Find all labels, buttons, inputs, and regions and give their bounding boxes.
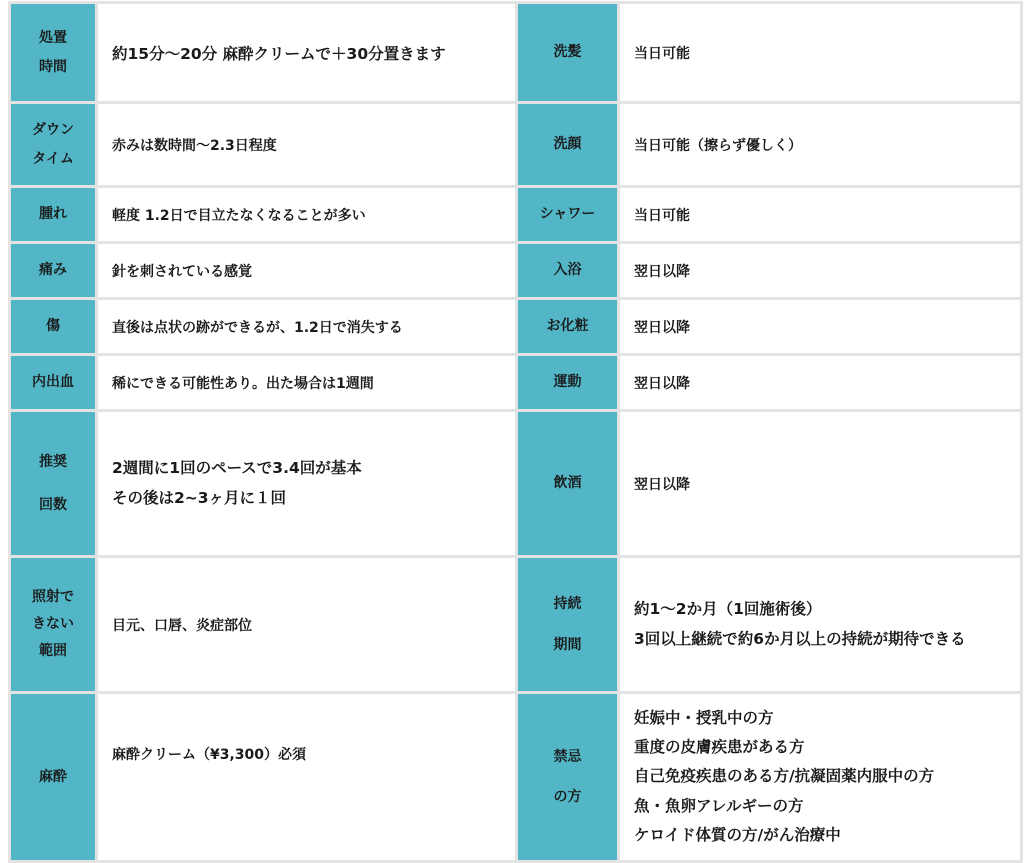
table-row [10, 693, 1022, 862]
value-cell-swelling [97, 187, 517, 243]
value-text: 当日可能 [634, 207, 690, 224]
treatment-info-table [8, 1, 1023, 863]
label-text: 持続 [553, 596, 582, 613]
value-cell-bath [619, 243, 1022, 299]
label-text: 処置 [39, 29, 67, 46]
value-text: 妊娠中・授乳中の方 [634, 709, 774, 728]
value-text: 稀にできる可能性あり。出た場合は1週間 [112, 375, 374, 392]
value-text: 翌日以降 [634, 375, 690, 392]
value-cell-excluded-area [97, 557, 517, 693]
label-cell-swelling [10, 187, 97, 243]
label-text: 期間 [553, 636, 582, 653]
label-text: 回数 [39, 496, 67, 513]
table-row [10, 411, 1022, 557]
value-cell-recommended-count [97, 411, 517, 557]
label-text: 飲酒 [553, 475, 582, 492]
label-cell-treatment-time [10, 3, 97, 103]
value-cell-anesthesia [97, 693, 517, 862]
value-text: 魚・魚卵アレルギーの方 [634, 796, 804, 815]
label-text: 麻酔 [39, 768, 67, 785]
value-text: 翌日以降 [634, 319, 690, 336]
label-cell-duration [517, 557, 619, 693]
value-text: 目元、口唇、炎症部位 [112, 617, 252, 634]
value-cell-makeup [619, 299, 1022, 355]
value-cell-hair-wash [619, 3, 1022, 103]
value-text: ケロイド体質の方/がん治療中 [634, 825, 841, 844]
value-text: 赤みは数時間〜2.3日程度 [112, 137, 277, 154]
value-text: 麻酔クリーム（¥3,300）必須 [112, 747, 307, 763]
value-text: 自己免疫疾患のある方/抗凝固薬内服中の方 [634, 767, 935, 786]
value-text: 約15分〜20分 麻酔クリームで＋30分置きます [112, 44, 446, 63]
label-text: 範囲 [39, 643, 67, 660]
table-row [10, 299, 1022, 355]
value-text: 3回以上継続で約6か月以上の持続が期待できる [634, 629, 966, 648]
label-cell-contraindication [517, 693, 619, 862]
value-text: 重度の皮膚疾患がある方 [634, 738, 805, 757]
label-text: きない [32, 615, 74, 632]
label-cell-excluded-area [10, 557, 97, 693]
table-row [10, 243, 1022, 299]
label-text: お化粧 [546, 318, 589, 335]
label-text: 洗髪 [553, 44, 582, 61]
label-cell-recommended-count [10, 411, 97, 557]
label-cell-bath [517, 243, 619, 299]
label-text: 腫れ [39, 206, 67, 223]
label-cell-face-wash [517, 103, 619, 187]
label-cell-shower [517, 187, 619, 243]
table-row [10, 187, 1022, 243]
value-cell-exercise [619, 355, 1022, 411]
label-text: の方 [553, 789, 582, 805]
label-text: 痛み [39, 262, 67, 279]
value-text: 約1〜2か月（1回施術後） [634, 600, 822, 619]
value-cell-pain [97, 243, 517, 299]
table-row [10, 3, 1022, 103]
table-row [10, 103, 1022, 187]
label-cell-exercise [517, 355, 619, 411]
label-text: ダウン [32, 121, 74, 138]
label-text: シャワー [539, 206, 596, 223]
value-cell-shower [619, 187, 1022, 243]
label-cell-makeup [517, 299, 619, 355]
label-text: 照射で [32, 588, 74, 605]
label-cell-downtime [10, 103, 97, 187]
value-text: 針を刺されている感覚 [112, 263, 252, 280]
value-cell-alcohol [619, 411, 1022, 557]
label-text: 禁忌 [553, 748, 582, 765]
value-cell-duration [619, 557, 1022, 693]
label-text: 時間 [39, 58, 67, 75]
value-text: 当日可能 [634, 45, 690, 62]
value-cell-downtime [97, 103, 517, 187]
label-cell-bruising [10, 355, 97, 411]
label-cell-alcohol [517, 411, 619, 557]
value-text: 軽度 1.2日で目立たなくなることが多い [112, 207, 366, 224]
label-cell-wound [10, 299, 97, 355]
label-text: 入浴 [553, 262, 582, 279]
label-text: 内出血 [32, 374, 74, 391]
value-text: 翌日以降 [634, 263, 690, 280]
value-text: その後は2~3ヶ月に１回 [112, 488, 287, 507]
table-row [10, 355, 1022, 411]
value-cell-contraindication [619, 693, 1022, 862]
value-cell-face-wash [619, 103, 1022, 187]
table-row [10, 557, 1022, 693]
value-cell-bruising [97, 355, 517, 411]
value-text: 2週間に1回のペースで3.4回が基本 [112, 459, 362, 478]
label-text: 傷 [46, 318, 60, 335]
label-text: タイム [32, 150, 74, 167]
value-text: 直後は点状の跡ができるが、1.2日で消失する [112, 319, 403, 336]
label-cell-pain [10, 243, 97, 299]
value-cell-treatment-time [97, 3, 517, 103]
value-text: 当日可能（擦らず優しく） [634, 137, 802, 154]
value-text: 翌日以降 [634, 476, 690, 493]
label-cell-anesthesia [10, 693, 97, 862]
label-text: 洗顔 [553, 136, 582, 153]
label-text: 運動 [553, 374, 582, 391]
label-cell-hair-wash [517, 3, 619, 103]
label-text: 推奨 [39, 454, 67, 471]
value-cell-wound [97, 299, 517, 355]
